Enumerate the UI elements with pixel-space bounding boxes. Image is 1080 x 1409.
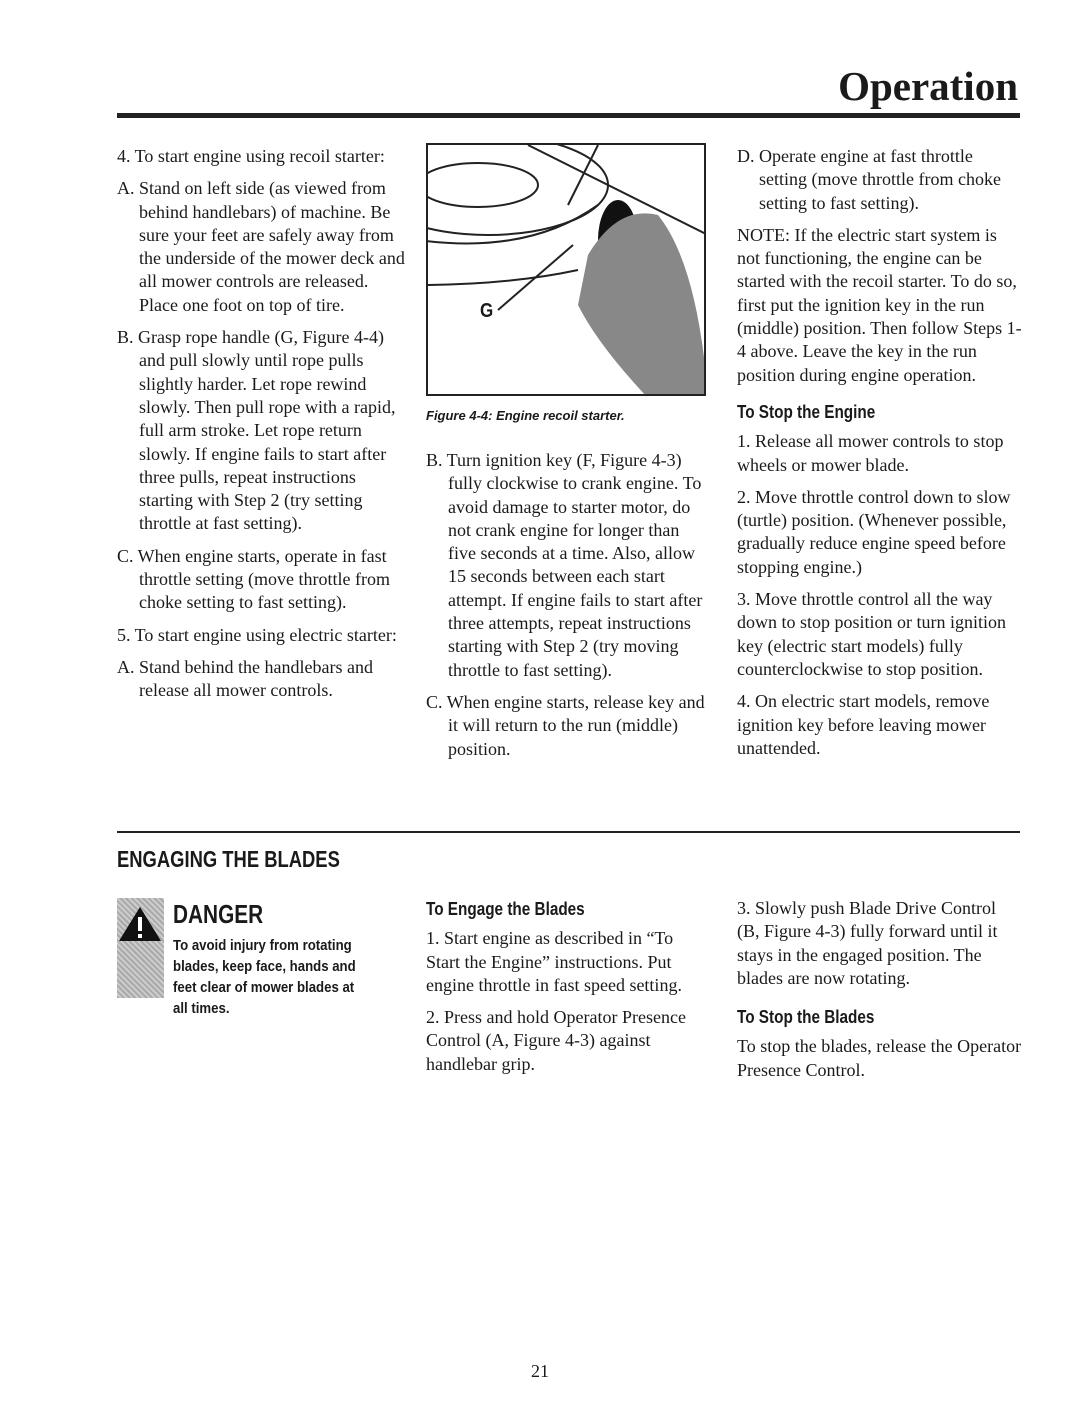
page-title: Operation <box>838 63 1018 109</box>
danger-title: DANGER <box>173 899 264 929</box>
step-5: 5. To start engine using electric starter: <box>117 624 397 645</box>
engage-heading: To Engage the Blades <box>426 899 585 919</box>
figure-caption: Figure 4-4: Engine recoil starter. <box>426 408 625 423</box>
figure-label-g: G <box>480 300 494 322</box>
column-1 <box>117 145 407 703</box>
stop-engine-item: 2. Move throttle control down to slow (turtle) position. (Whenever possible, gradually reduce engine speed before stopping engine.) <box>737 486 1011 577</box>
stop-engine-item: 3. Move throttle control all the way down to stop position or turn ignition key (electric start models) fully counterclockwise to stop position. <box>737 589 1007 679</box>
danger-text <box>173 935 375 1019</box>
stop-engine-item: 4. On electric start models, remove ignition key before leaving mower unattended. <box>737 691 990 758</box>
step-4a: A. Stand on left side (as viewed from behind handlebars) of machine. Be sure your feet are safely away from the underside of the mower deck and all mower controls are released. Place one foot on top of tire. <box>117 178 405 315</box>
warning-triangle-icon <box>117 904 164 944</box>
section-rule <box>117 831 1020 833</box>
engage-item: 2. Press and hold Operator Presence Control (A, Figure 4-3) against handlebar grip. <box>426 1007 686 1074</box>
engage-blades-cont <box>737 897 1022 1082</box>
page-number: 21 <box>531 1361 549 1381</box>
step-5a: A. Stand behind the handlebars and release all mower controls. <box>117 656 373 701</box>
column-3 <box>737 145 1022 760</box>
stop-engine-heading: To Stop the Engine <box>737 401 876 422</box>
header-rule <box>117 113 1020 118</box>
engage-item: 3. Slowly push Blade Drive Control (B, Figure 4-3) fully forward until it stays in the engaged position. The blades are now rotating. <box>737 898 998 988</box>
step-5b: B. Turn ignition key (F, Figure 4-3) fully clockwise to crank engine. To avoid damage to starter motor, do not crank engine for longer than five seconds at a time. Also, allow 15 seconds between each start attempt. If engine fails to start after three attempts, repeat instructions starting with Step 2 (try moving throttle to fast setting). <box>426 450 703 680</box>
danger-line: To avoid injury from rotating <box>173 937 352 954</box>
column-2 <box>426 449 711 761</box>
step-4b: B. Grasp rope handle (G, Figure 4-4) and pull slowly until rope pulls slightly harder. Let rope rewind slowly. Then pull rope with a rapid, full arm stroke. Let rope return slowly. If engine fails to start after three pulls, repeat instructions starting with Step 2 (try setting throttle at fast setting). <box>117 327 396 534</box>
danger-line: blades, keep face, hands and <box>173 958 356 975</box>
danger-line: all times. <box>173 1000 230 1017</box>
step-5c: C. When engine starts, release key and it will return to the run (middle) position. <box>426 691 705 759</box>
step-4c: C. When engine starts, operate in fast throttle setting (move throttle from choke setting to fast setting). <box>117 545 390 613</box>
danger-line: feet clear of mower blades at <box>173 979 355 996</box>
recoil-starter-illustration <box>428 145 706 396</box>
figure-recoil-starter <box>426 143 706 396</box>
step-5d: D. Operate engine at fast throttle setting (move throttle from choke setting to fast setting). <box>737 146 1001 213</box>
engage-blades <box>426 898 711 1076</box>
note: NOTE: If the electric start system is not functioning, the engine can be started with the recoil starter. To do so, first put the ignition key in the run (middle) position. Then follow Steps 1-4 above. Leave the key in the run position during engine operation. <box>737 224 1022 385</box>
engage-item: 1. Start engine as described in “To Start the Engine” instructions. Put engine throttle in fast speed setting. <box>426 928 682 995</box>
stop-blades-heading: To Stop the Blades <box>737 1007 875 1028</box>
stop-engine-item: 1. Release all mower controls to stop wheels or mower blade. <box>737 431 1004 475</box>
stop-blades-text: To stop the blades, release the Operator Presence Control. <box>737 1036 1022 1080</box>
section-heading: ENGAGING THE BLADES <box>117 846 340 872</box>
danger-panel <box>117 898 164 998</box>
step-4: 4. To start engine using recoil starter: <box>117 146 385 166</box>
